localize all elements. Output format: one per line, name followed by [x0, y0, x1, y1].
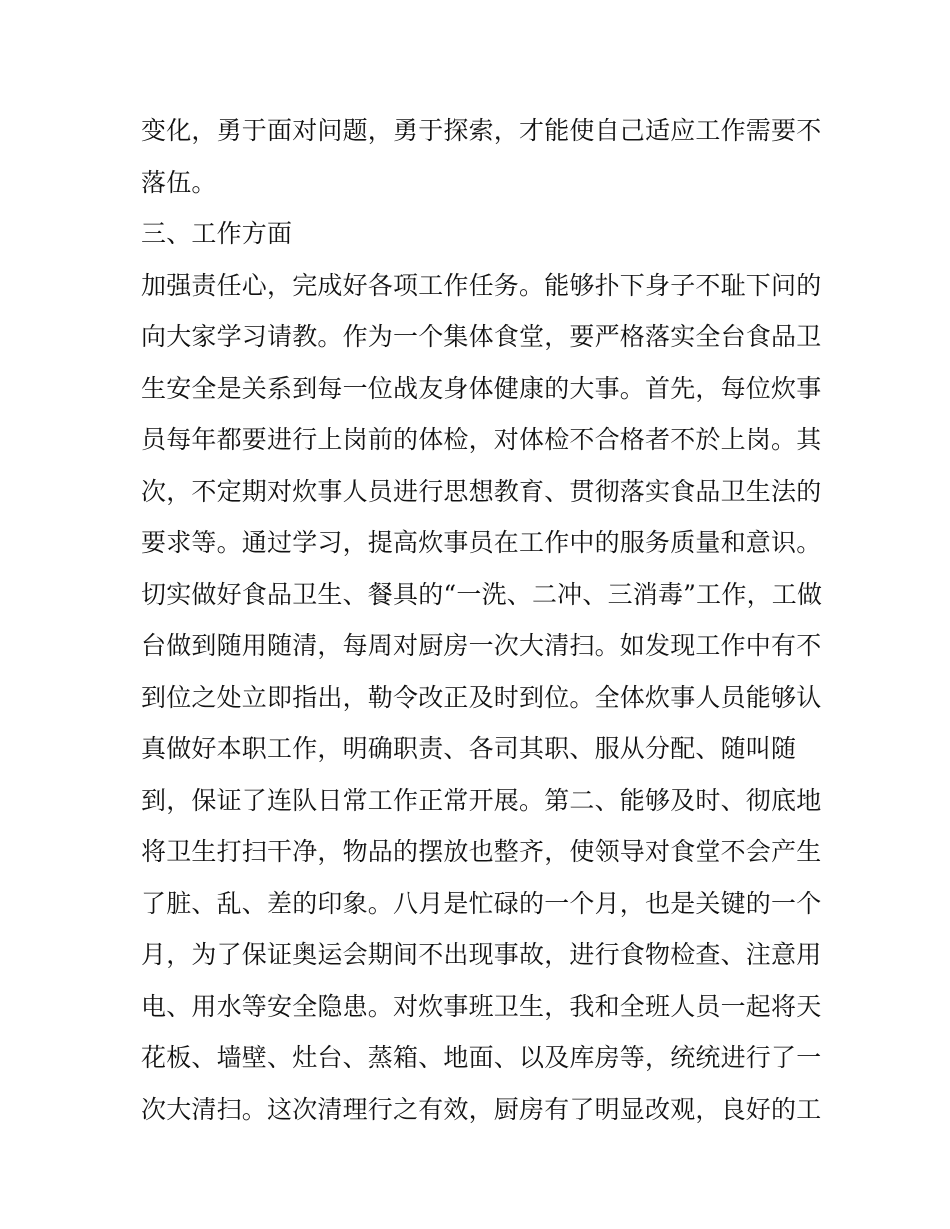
- text-line: 次，不定期对炊事人员进行思想教育、贯彻落实食品卫生法的: [141, 476, 822, 506]
- text-line: 将卫生打扫干净，物品的摆放也整齐，使领导对食堂不会产生: [141, 837, 822, 866]
- body-text: [141, 105, 821, 1135]
- text-line: 台做到随用随清，每周对厨房一次大清扫。如发现工作中有不: [141, 631, 822, 660]
- text-line: 切实做好食品卫生、餐具的“一洗、二冲、三消毒”工作，工做: [141, 579, 823, 609]
- text-line: 月，为了保证奥运会期间不出现事故，进行食物检查、注意用: [141, 940, 822, 969]
- text-line: 次大清扫。这次清理行之有效，厨房有了明显改观，良好的工: [141, 1094, 822, 1124]
- text-line: 变化，勇于面对问题，勇于探索，才能使自己适应工作需要不: [141, 116, 822, 145]
- text-line: 要求等。通过学习，提高炊事员在工作中的服务质量和意识。: [141, 528, 822, 557]
- text-line: 到位之处立即指出，勒令改正及时到位。全体炊事人员能够认: [141, 682, 822, 712]
- text-line: 到，保证了连队日常工作正常开展。第二、能够及时、彻底地: [141, 785, 822, 815]
- text-line: 电、用水等安全隐患。对炊事班卫生，我和全班人员一起将天: [141, 991, 822, 1021]
- text-line: 花板、墙壁、灶台、蒸箱、地面、以及库房等，统统进行了一: [141, 1043, 822, 1072]
- section-heading: 三、工作方面: [141, 219, 293, 248]
- text-line: 了脏、乱、差的印象。八月是忙碌的一个月，也是关键的一个: [141, 888, 822, 918]
- text-line: 生安全是关系到每一位战友身体健康的大事。首先，每位炊事: [141, 373, 822, 403]
- text-line: 加强责任心，完成好各项工作任务。能够扑下身子不耻下问的: [141, 270, 822, 300]
- text-line: 真做好本职工作，明确职责、各司其职、服从分配、随叫随: [141, 734, 797, 763]
- text-line: 落伍。: [141, 167, 217, 197]
- text-line: 员每年都要进行上岗前的体检，对体检不合格者不於上岗。其: [141, 425, 822, 454]
- text-line: 向大家学习请教。作为一个集体食堂，要严格落实全台食品卫: [141, 322, 822, 351]
